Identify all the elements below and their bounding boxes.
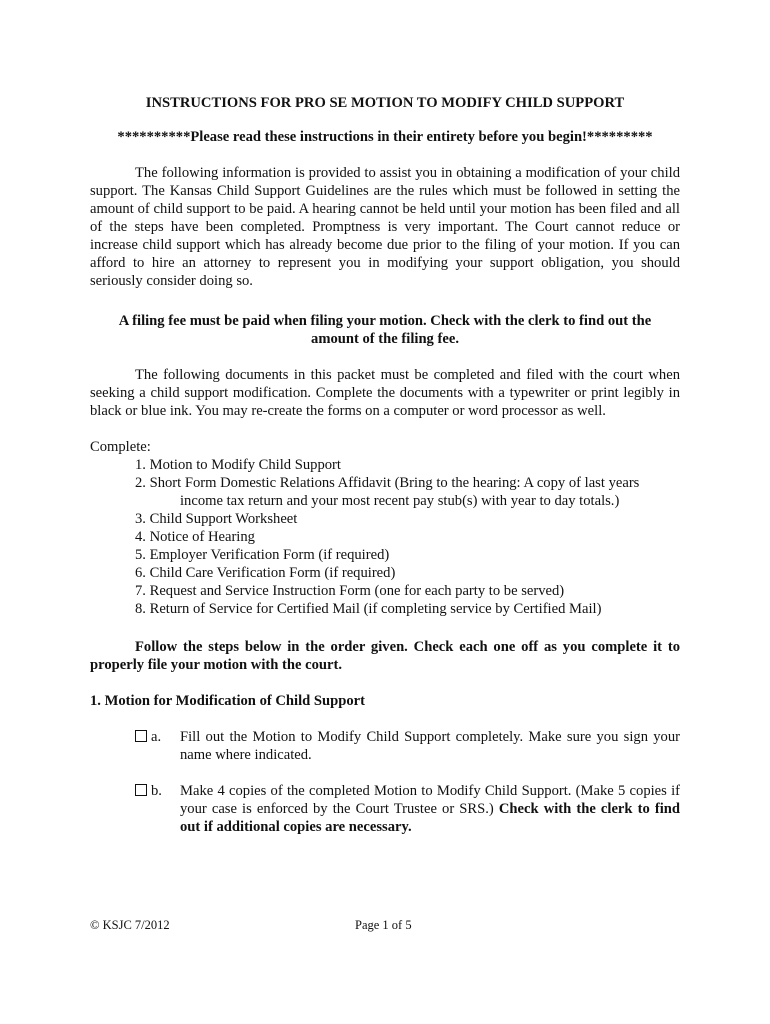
- documents-paragraph: The following documents in this packet must be completed and filed with the court when seeking a child support modification. Complete the documents with a typewriter or print legibly in black or blue ink. You may re-create the forms on a computer or word processor as well.: [90, 367, 680, 419]
- checkbox-icon: [135, 730, 147, 742]
- filing-fee-line-1: A filing fee must be paid when filing your motion. Check with the clerk to find out the: [118, 313, 652, 329]
- footer-copyright: © KSJC 7/2012: [90, 918, 170, 932]
- step-a-text: Fill out the Motion to Modify Child Support completely. Make sure you sign your name where indicated.: [180, 729, 680, 763]
- list-item: 3. Child Support Worksheet: [135, 511, 298, 527]
- step-a-checkbox[interactable]: a.: [135, 728, 180, 746]
- complete-label: Complete:: [90, 439, 151, 455]
- list-item: 8. Return of Service for Certified Mail (if completing service by Certified Mail): [135, 601, 602, 617]
- filing-fee-line-2: amount of the filing fee.: [311, 331, 459, 347]
- step-b-text: Make 4 copies of the completed Motion to Modify Child Support. (Make 5 copies if your case is enforced by the Court Trustee or SRS.) Check with the clerk to find out if additional copies are necessary.: [180, 783, 681, 835]
- section-1-heading: 1. Motion for Modification of Child Support: [90, 693, 366, 709]
- footer-page-number: Page 1 of 5: [355, 918, 412, 932]
- checkbox-icon: [135, 784, 147, 796]
- follow-steps-instruction: Follow the steps below in the order given. Check each one off as you complete it to properly file your motion with the court.: [90, 639, 680, 673]
- step-b-checkbox[interactable]: b.: [135, 782, 180, 800]
- document-title: INSTRUCTIONS FOR PRO SE MOTION TO MODIFY CHILD SUPPORT: [145, 95, 625, 111]
- list-item: 5. Employer Verification Form (if required): [135, 547, 390, 563]
- filing-fee-notice: [90, 312, 680, 348]
- list-item: 7. Request and Service Instruction Form (one for each party to be served): [135, 583, 565, 599]
- list-item: 2. Short Form Domestic Relations Affidavit (Bring to the hearing: A copy of last years income tax return and your most recent pay stub(s) with year to day totals.): [135, 475, 640, 509]
- list-item: 6. Child Care Verification Form (if required): [135, 565, 396, 581]
- list-item: 1. Motion to Modify Child Support: [135, 457, 341, 473]
- intro-paragraph: The following information is provided to assist you in obtaining a modification of your child support. The Kansas Child Support Guidelines are the rules which must be followed in setting the amount of child support to be paid. A hearing cannot be held until your motion has been filed and all of the steps have been completed. Promptness is very important. The Court cannot reduce or increase child support which has already become due prior to the filing of your motion. If you can afford to hire an attorney to represent you in modifying your support obligation, you should seriously consider doing so.: [90, 165, 680, 289]
- document-page: [90, 0, 680, 1024]
- complete-list: [135, 456, 680, 618]
- read-instructions-notice: **********Please read these instructions in their entirety before you begin!*********: [117, 129, 653, 145]
- list-item: 4. Notice of Hearing: [135, 529, 255, 545]
- step-b-bold-note: Check with the clerk to find out if additional copies are necessary.: [180, 801, 681, 835]
